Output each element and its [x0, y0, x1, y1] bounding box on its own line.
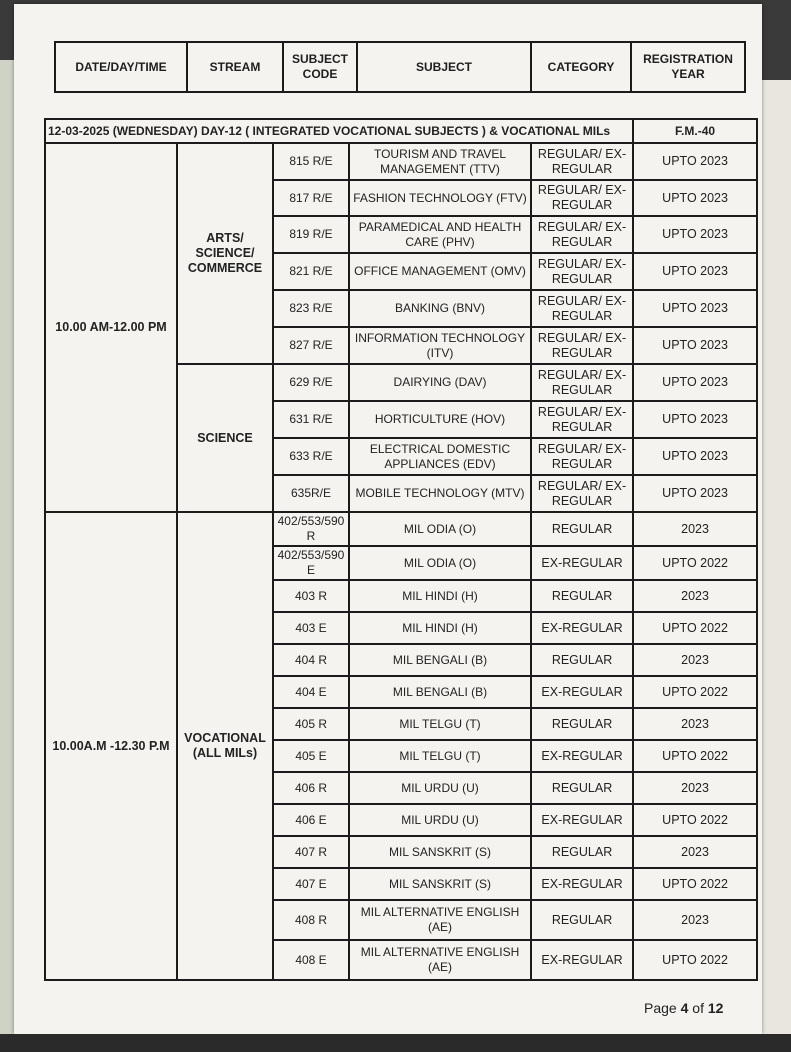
subject-code-cell: 827 R/E: [273, 327, 349, 364]
subject-name-cell: MIL TELGU (T): [349, 740, 531, 772]
subject-name-cell: DAIRYING (DAV): [349, 364, 531, 401]
subject-name-cell: MIL ODIA (O): [349, 512, 531, 546]
subject-name-cell: MIL HINDI (H): [349, 612, 531, 644]
category-cell: REGULAR: [531, 512, 633, 546]
subject-code-cell: 404 E: [273, 676, 349, 708]
page-total: 12: [707, 1000, 724, 1016]
registration-year-cell: UPTO 2022: [633, 804, 757, 836]
schedule-table: [44, 118, 758, 981]
subject-code-cell: 408 R: [273, 900, 349, 940]
registration-year-cell: UPTO 2023: [633, 216, 757, 253]
table-row: [45, 143, 757, 180]
table-row: [45, 512, 757, 546]
subject-code-cell: 405 E: [273, 740, 349, 772]
subject-code-cell: 402/553/590 E: [273, 546, 349, 580]
category-cell: REGULAR: [531, 708, 633, 740]
subject-name-cell: INFORMATION TECHNOLOGY (ITV): [349, 327, 531, 364]
subject-code-cell: 631 R/E: [273, 401, 349, 438]
subject-code-cell: 629 R/E: [273, 364, 349, 401]
page-prefix: Page: [644, 1000, 681, 1016]
category-cell: REGULAR/ EX-REGULAR: [531, 290, 633, 327]
subject-name-cell: PARAMEDICAL AND HEALTH CARE (PHV): [349, 216, 531, 253]
registration-year-cell: UPTO 2022: [633, 940, 757, 980]
category-cell: REGULAR: [531, 772, 633, 804]
category-cell: EX-REGULAR: [531, 676, 633, 708]
subject-code-cell: 408 E: [273, 940, 349, 980]
registration-year-cell: 2023: [633, 836, 757, 868]
subject-code-cell: 819 R/E: [273, 216, 349, 253]
registration-year-cell: UPTO 2023: [633, 401, 757, 438]
stream-arts-science-commerce: ARTS/ SCIENCE/ COMMERCE: [177, 143, 273, 364]
page-current: 4: [680, 1000, 689, 1016]
subject-name-cell: MOBILE TECHNOLOGY (MTV): [349, 475, 531, 512]
registration-year-cell: 2023: [633, 772, 757, 804]
time-slot-morning: 10.00 AM-12.00 PM: [45, 143, 177, 512]
registration-year-cell: UPTO 2022: [633, 612, 757, 644]
registration-year-cell: UPTO 2022: [633, 740, 757, 772]
category-cell: REGULAR/ EX-REGULAR: [531, 475, 633, 512]
registration-year-cell: UPTO 2023: [633, 143, 757, 180]
page-of: of: [688, 1000, 708, 1016]
category-cell: EX-REGULAR: [531, 740, 633, 772]
category-cell: REGULAR: [531, 900, 633, 940]
subject-code-cell: 407 R: [273, 836, 349, 868]
category-cell: REGULAR: [531, 580, 633, 612]
background-bottom: [0, 1034, 791, 1052]
subject-code-cell: 823 R/E: [273, 290, 349, 327]
registration-year-cell: 2023: [633, 708, 757, 740]
stream-vocational: VOCATIONAL (ALL MILs): [177, 512, 273, 980]
registration-year-cell: 2023: [633, 580, 757, 612]
subject-name-cell: BANKING (BNV): [349, 290, 531, 327]
header-category: CATEGORY: [531, 42, 631, 92]
subject-name-cell: MIL URDU (U): [349, 772, 531, 804]
registration-year-cell: 2023: [633, 512, 757, 546]
subject-code-cell: 406 R: [273, 772, 349, 804]
category-cell: REGULAR/ EX-REGULAR: [531, 253, 633, 290]
subject-code-cell: 635R/E: [273, 475, 349, 512]
subject-name-cell: ELECTRICAL DOMESTIC APPLIANCES (EDV): [349, 438, 531, 475]
subject-name-cell: MIL BENGALI (B): [349, 676, 531, 708]
subject-code-cell: 821 R/E: [273, 253, 349, 290]
subject-code-cell: 404 R: [273, 644, 349, 676]
subject-code-cell: 407 E: [273, 868, 349, 900]
subject-name-cell: MIL BENGALI (B): [349, 644, 531, 676]
subject-code-cell: 405 R: [273, 708, 349, 740]
category-cell: REGULAR/ EX-REGULAR: [531, 327, 633, 364]
registration-year-cell: UPTO 2023: [633, 327, 757, 364]
header-subject: SUBJECT: [357, 42, 531, 92]
registration-year-cell: UPTO 2023: [633, 180, 757, 216]
subject-name-cell: HORTICULTURE (HOV): [349, 401, 531, 438]
category-cell: REGULAR/ EX-REGULAR: [531, 401, 633, 438]
subject-name-cell: MIL ALTERNATIVE ENGLISH (AE): [349, 940, 531, 980]
subject-name-cell: MIL SANSKRIT (S): [349, 836, 531, 868]
category-cell: REGULAR/ EX-REGULAR: [531, 364, 633, 401]
category-cell: REGULAR: [531, 644, 633, 676]
registration-year-cell: UPTO 2022: [633, 868, 757, 900]
full-marks: F.M.-40: [633, 119, 757, 143]
category-cell: EX-REGULAR: [531, 612, 633, 644]
subject-name-cell: MIL ODIA (O): [349, 546, 531, 580]
section-title: 12-03-2025 (WEDNESDAY) DAY-12 ( INTEGRATED VOCATIONAL SUBJECTS ) & VOCATIONAL MILs: [45, 119, 633, 143]
header-subject-code: SUBJECT CODE: [283, 42, 357, 92]
registration-year-cell: UPTO 2023: [633, 364, 757, 401]
section-title-row: [45, 119, 757, 143]
category-cell: REGULAR/ EX-REGULAR: [531, 143, 633, 180]
registration-year-cell: UPTO 2023: [633, 253, 757, 290]
subject-name-cell: MIL URDU (U): [349, 804, 531, 836]
category-cell: EX-REGULAR: [531, 940, 633, 980]
subject-code-cell: 633 R/E: [273, 438, 349, 475]
category-cell: REGULAR: [531, 836, 633, 868]
category-cell: EX-REGULAR: [531, 868, 633, 900]
subject-name-cell: TOURISM AND TRAVEL MANAGEMENT (TTV): [349, 143, 531, 180]
subject-code-cell: 403 R: [273, 580, 349, 612]
column-header-table: [54, 41, 746, 93]
category-cell: REGULAR/ EX-REGULAR: [531, 180, 633, 216]
category-cell: REGULAR/ EX-REGULAR: [531, 438, 633, 475]
subject-name-cell: MIL TELGU (T): [349, 708, 531, 740]
header-date-day-time: DATE/DAY/TIME: [55, 42, 187, 92]
document-page: [14, 4, 762, 1034]
category-cell: EX-REGULAR: [531, 804, 633, 836]
registration-year-cell: UPTO 2023: [633, 438, 757, 475]
subject-code-cell: 403 E: [273, 612, 349, 644]
subject-code-cell: 406 E: [273, 804, 349, 836]
subject-name-cell: MIL HINDI (H): [349, 580, 531, 612]
subject-name-cell: MIL ALTERNATIVE ENGLISH (AE): [349, 900, 531, 940]
page-number: [644, 1000, 723, 1016]
registration-year-cell: UPTO 2023: [633, 475, 757, 512]
subject-code-cell: 817 R/E: [273, 180, 349, 216]
header-stream: STREAM: [187, 42, 283, 92]
background-paper-right: [760, 80, 791, 1052]
registration-year-cell: 2023: [633, 900, 757, 940]
subject-name-cell: FASHION TECHNOLOGY (FTV): [349, 180, 531, 216]
category-cell: EX-REGULAR: [531, 546, 633, 580]
registration-year-cell: UPTO 2022: [633, 676, 757, 708]
subject-code-cell: 402/553/590 R: [273, 512, 349, 546]
registration-year-cell: UPTO 2022: [633, 546, 757, 580]
subject-name-cell: MIL SANSKRIT (S): [349, 868, 531, 900]
registration-year-cell: 2023: [633, 644, 757, 676]
time-slot-vocational: 10.00A.M -12.30 P.M: [45, 512, 177, 980]
category-cell: REGULAR/ EX-REGULAR: [531, 216, 633, 253]
header-registration-year: REGISTRATION YEAR: [631, 42, 745, 92]
subject-name-cell: OFFICE MANAGEMENT (OMV): [349, 253, 531, 290]
stream-science: SCIENCE: [177, 364, 273, 512]
subject-code-cell: 815 R/E: [273, 143, 349, 180]
registration-year-cell: UPTO 2023: [633, 290, 757, 327]
